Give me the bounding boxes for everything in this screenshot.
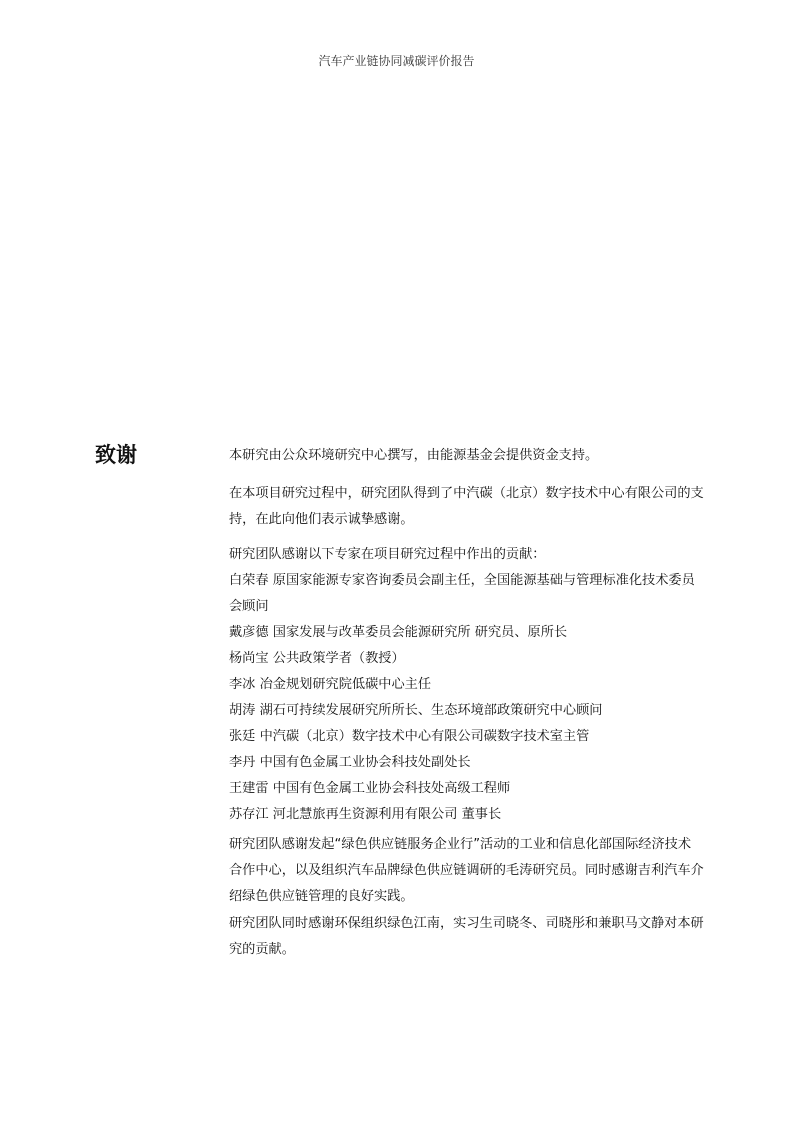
green-supply-text: 研究团队感谢发起“绿色供应链服务企业行”活动的工业和信息化部国际经济技术合作中心，以及组织汽车品牌绿色供应链调研的毛涛研究员。同时感谢吉利汽车介绍绿色供应链管理的良好实践。 bbox=[229, 837, 704, 904]
experts-list bbox=[229, 568, 704, 828]
expert-item: 张廷 中汽碳（北京）数字技术中心有限公司碳数字技术室主管 bbox=[229, 729, 590, 744]
support-thanks-paragraph bbox=[229, 481, 704, 533]
running-header: 汽车产业链协同减碳评价报告 bbox=[318, 54, 475, 68]
expert-item: 李冰 冶金规划研究院低碳中心主任 bbox=[229, 677, 432, 692]
expert-item: 杨尚宝 公共政策学者（教授） bbox=[229, 651, 405, 666]
env-org-paragraph bbox=[229, 911, 704, 963]
env-org-text: 研究团队同时感谢环保组织绿色江南，实习生司晓冬、司晓彤和兼职马文静对本研究的贡献。 bbox=[229, 916, 704, 957]
expert-item: 王建雷 中国有色金属工业协会科技处高级工程师 bbox=[229, 781, 511, 796]
expert-item: 胡涛 湖石可持续发展研究所所长、生态环境部政策研究中心顾问 bbox=[229, 703, 603, 718]
section-title: 致谢 bbox=[95, 443, 137, 467]
expert-item: 苏存江 河北慧旅再生资源利用有限公司 董事长 bbox=[229, 807, 502, 822]
experts-intro-text: 研究团队感谢以下专家在项目研究过程中作出的贡献： bbox=[229, 547, 546, 562]
funding-paragraph bbox=[229, 443, 704, 469]
funding-text: 本研究由公众环境研究中心撰写，由能源基金会提供资金支持。 bbox=[229, 448, 599, 463]
expert-item: 戴彦德 国家发展与改革委员会能源研究所 研究员、原所长 bbox=[229, 625, 568, 640]
expert-item: 李丹 中国有色金属工业协会科技处副处长 bbox=[229, 755, 471, 770]
green-supply-paragraph bbox=[229, 832, 704, 910]
experts-intro-paragraph bbox=[229, 542, 704, 568]
expert-item: 白荣春 原国家能源专家咨询委员会副主任，全国能源基础与管理标准化技术委员会顾问 bbox=[229, 573, 695, 614]
support-thanks-text: 在本项目研究过程中，研究团队得到了中汽碳（北京）数字技术中心有限公司的支持，在此向他们表示诚挚感谢。 bbox=[229, 486, 704, 527]
